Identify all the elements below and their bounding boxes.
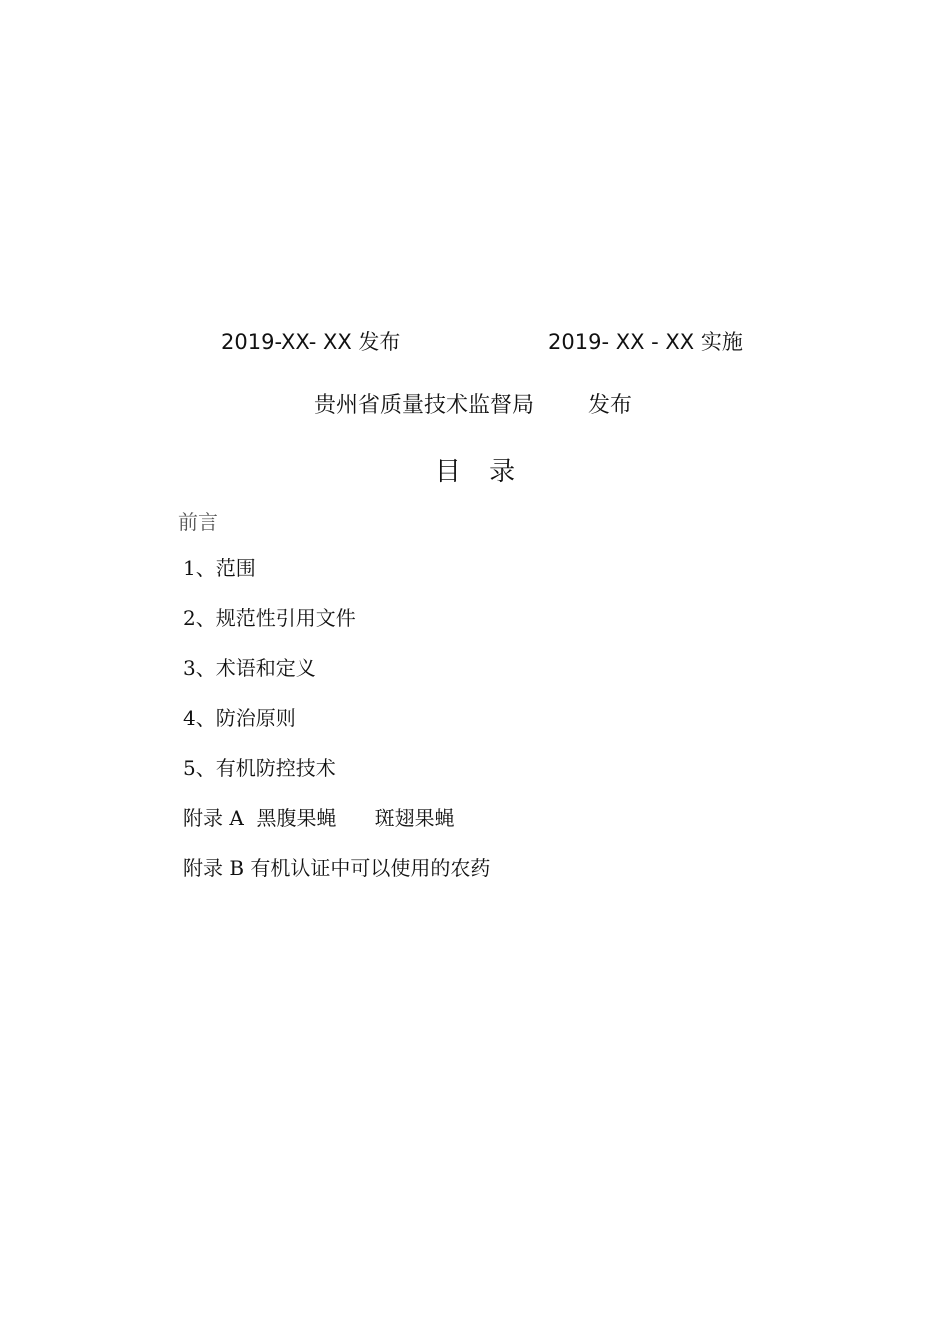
toc-item-organic-control: 5、有机防控技术 [183,756,336,780]
toc-item-preface: 前言 [178,510,218,534]
toc-title: 目 录 [434,457,526,487]
issuer-row [0,390,950,422]
toc-item-normative-references: 2、规范性引用文件 [183,606,356,630]
toc-item-scope: 1、范围 [183,556,256,580]
toc-item-appendix-a: 附录 A 黑腹果蝇 斑翅果蝇 [183,806,455,830]
implement-date: 2019- XX - XX 实施 [548,330,743,354]
toc-item-terms-definitions: 3、术语和定义 [183,656,316,680]
publish-date: 2019-XX- XX 发布 [221,330,401,354]
date-row [0,326,950,358]
table-of-contents [178,504,490,900]
toc-item-control-principles: 4、防治原则 [183,706,296,730]
toc-item-appendix-b: 附录 B 有机认证中可以使用的农药 [183,856,491,880]
issuer-action: 发布 [588,393,633,418]
issuer-name: 贵州省质量技术监督局 [314,393,535,418]
